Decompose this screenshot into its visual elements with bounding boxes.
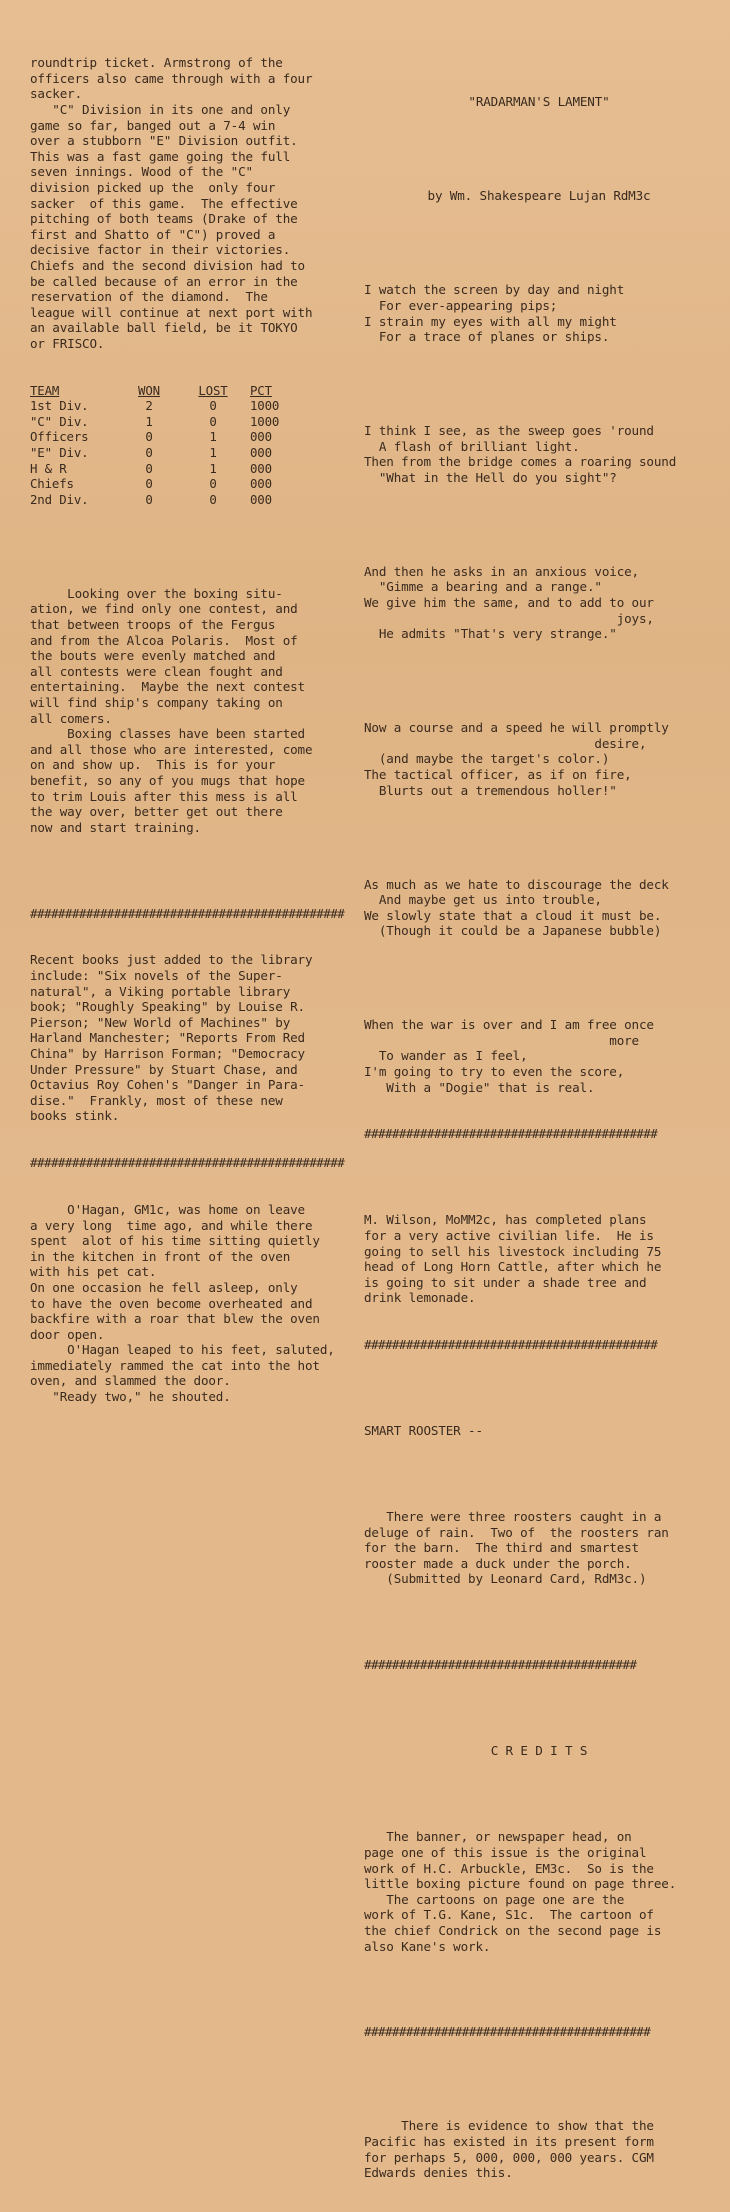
won-cell: 0 [145,429,153,445]
won-cell: 1 [145,413,153,429]
text-line: When the war is over and I am free once [364,1017,654,1033]
text-line: backfire with a roar that blew the oven [30,1311,320,1327]
text-line: (Though it could be a Japanese bubble) [364,923,662,939]
team-cell: "E" Div. [30,445,89,461]
text-line: to trim Louis after this mess is all [30,788,298,804]
team-cell: Chiefs [30,476,74,492]
lost-cell: 0 [209,476,217,492]
text-line: on and show up. This is for your [30,757,276,773]
text-line: door open. [30,1326,105,1342]
text-line: be called because of an error in the [30,273,298,289]
text-line: And then he asks in an anxious voice, [364,563,639,579]
text-line: is going to sit under a shade tree and [364,1274,647,1290]
text-line: Edwards denies this. [364,2165,513,2181]
text-line: He admits "That's very strange." [364,626,617,642]
text-line: There is evidence to show that the [364,2118,654,2134]
rooster-title: SMART ROOSTER -- [364,1423,483,1439]
team-cell: 1st Div. [30,398,89,414]
text-line: officers also came through with a four [30,70,313,86]
text-line: immediately rammed the cat into the hot [30,1357,320,1373]
text-line: I'm going to try to even the score, [364,1064,625,1080]
text-line: I strain my eyes with all my might [364,313,617,329]
poem-title: "RADARMAN'S LAMENT" [468,94,610,110]
text-line: For a trace of planes or ships. [364,329,610,345]
text-line: or FRISCO. [30,335,105,351]
won-cell: 0 [145,445,153,461]
text-line: ation, we find only one contest, and [30,601,298,617]
text-line: China" by Harrison Forman; "Democracy [30,1046,305,1061]
text-line: the chief Condrick on the second page is [364,1922,662,1938]
poem-stanza [364,282,714,344]
text-line: Now a course and a speed he will promptly [364,720,669,736]
boxing-article [30,586,360,836]
text-line: rooster made a duck under the porch. [364,1555,632,1571]
text-line: division picked up the only four [30,179,276,195]
text-line: for perhaps 5, 000, 000, 000 years. CGM [364,2149,654,2165]
pacific-article [364,2118,714,2180]
team-cell: Officers [30,429,89,445]
text-line: O'Hagan, GM1c, was home on leave [30,1201,305,1217]
standings-row [30,492,310,508]
standings-header-row [30,383,310,399]
text-line: With a "Dogie" that is real. [364,1079,595,1095]
team-cell: H & R [30,460,67,476]
text-line: O'Hagan leaped to his feet, saluted, [30,1342,335,1358]
lost-cell: 1 [209,445,217,461]
text-line: The banner, or newspaper head, on [364,1829,632,1845]
text-line: league will continue at next port with [30,304,313,320]
text-line: Harland Manchester; "Reports From Red [30,1030,305,1046]
right-column [364,24,714,2212]
text-line: reservation of the diamond. The [30,289,268,305]
text-line: "What in the Hell do you sight"? [364,469,617,485]
poem-stanza [364,877,714,939]
standings-row [30,429,310,445]
text-line: with his pet cat. [30,1264,157,1280]
pct-cell: 1000 [250,398,280,414]
pct-cell: 000 [250,476,272,492]
credits-title: C R E D I T S [490,1743,588,1759]
text-line: decisive factor in their victories. [30,242,291,258]
standings-row [30,445,310,461]
text-line: now and start training. [30,819,201,835]
text-line: M. Wilson, MoMM2c, has completed plans [364,1212,647,1228]
text-line: include: "Six novels of the Super- [30,968,283,984]
text-line: Chiefs and the second division had to [30,257,305,273]
text-line: over a stubborn "E" Division outfit. [30,133,298,149]
separator: ########################################## [364,1126,658,1142]
text-line: We give him the same, and to add to our [364,595,654,610]
text-line: I think I see, as the sweep goes 'round [364,423,654,439]
text-line: (and maybe the target's color.) [364,751,610,767]
text-line: benefit, so any of you mugs that hope [30,772,305,788]
text-line: Then from the bridge comes a roaring sound [364,454,677,470]
header-won: WON [138,382,160,398]
text-line: seven innings. Wood of the "C" [30,164,253,180]
standings-row [30,398,310,414]
wilson-article [364,1212,714,1306]
text-line: first and Shatto of "C") proved a [30,226,276,242]
separator: ############################################# [30,1155,345,1171]
pct-cell: 000 [250,445,272,461]
text-line: Looking over the boxing situ- [30,585,283,601]
text-line: joys, [364,610,654,626]
text-line: little boxing picture found on page three. [364,1876,677,1892]
text-line: a very long time ago, and while there [30,1217,313,1233]
text-line: On one occasion he fell asleep, only [30,1279,298,1295]
text-line: books stink. [30,1108,120,1124]
text-line: We slowly state that a cloud it must be. [364,907,662,923]
text-line: the bouts were evenly matched and [30,648,276,664]
text-line: work of T.G. Kane, S1c. The cartoon of [364,1907,654,1923]
text-line: more [364,1032,639,1048]
text-line: deluge of rain. Two of the roosters ran [364,1524,669,1540]
text-line: "Ready two," he shouted. [30,1389,231,1405]
text-line: sacker. [30,86,83,102]
text-line: in the kitchen in front of the oven [30,1248,291,1264]
separator: ############################################# [30,905,345,921]
lost-cell: 1 [209,429,217,445]
text-line: will find ship's company taking on [30,694,283,710]
text-line: A flash of brilliant light. [364,438,580,454]
text-line: Blurts out a tremendous holler!" [364,782,617,798]
text-line: to have the oven become overheated and [30,1295,313,1311]
standings-row [30,414,310,430]
text-line: an available ball field, be it TOKYO [30,320,298,336]
text-line: all comers. [30,710,112,726]
text-line: going to sell his livestock including 75 [364,1243,662,1259]
text-line: natural", a Viking portable library [30,983,291,999]
standings-row [30,476,310,492]
won-cell: 2 [145,398,153,414]
text-line: pitching of both teams (Drake of the [30,211,298,227]
text-line: and all those who are interested, come [30,741,313,757]
text-line: all contests were clean fought and [30,663,283,679]
text-line: and from the Alcoa Polaris. Most of [30,632,298,648]
header-pct: PCT [250,382,272,398]
poem-stanza [364,423,714,485]
pct-cell: 000 [250,460,272,476]
text-line: Octavius Roy Cohen's "Danger in Para- [30,1077,305,1093]
separator: ####################################### [364,1657,637,1673]
text-line: As much as we hate to discourage the deck [364,876,669,892]
text-line: Pacific has existed in its present form [364,2134,654,2150]
text-line: There were three roosters caught in a [364,1509,662,1525]
text-line: dise." Frankly, most of these new [30,1092,283,1108]
lost-cell: 0 [209,491,217,507]
baseball-article [30,55,360,351]
text-line: "Gimme a bearing and a range." [364,579,602,595]
text-line: For ever-appearing pips; [364,297,558,313]
poem-stanza [364,564,714,642]
credits-article [364,1829,714,1954]
text-line: Under Pressure" by Stuart Chase, and [30,1061,298,1077]
text-line: desire, [364,735,647,751]
text-line: the way over, better get out there [30,804,283,820]
standings-table [30,383,310,508]
poem-byline: by Wm. Shakespeare Lujan RdM3c [427,188,651,204]
text-line: To wander as I feel, [364,1048,528,1064]
lost-cell: 0 [209,413,217,429]
lost-cell: 1 [209,460,217,476]
text-line: This was a fast game going the full [30,148,291,164]
text-line: head of Long Horn Cattle, after which he [364,1259,662,1275]
text-line: spent alot of his time sitting quietly [30,1233,320,1249]
text-line: entertaining. Maybe the next contest [30,679,305,695]
pct-cell: 1000 [250,413,280,429]
text-line: (Submitted by Leonard Card, RdM3c.) [364,1571,647,1587]
won-cell: 0 [145,460,153,476]
text-line: work of H.C. Arbuckle, EM3c. So is the [364,1860,654,1876]
poem-stanza [364,720,714,798]
header-lost: LOST [198,382,228,398]
text-line: The tactical officer, as if on fire, [364,766,632,782]
pct-cell: 000 [250,491,272,507]
text-line: book; "Roughly Speaking" by Louise R. [30,999,305,1015]
pct-cell: 000 [250,429,272,445]
library-article [30,952,360,1124]
text-line: also Kane's work. [364,1938,491,1954]
rooster-article [364,1509,714,1587]
team-cell: 2nd Div. [30,491,89,507]
ohagan-article [30,1202,360,1405]
separator: ######################################### [364,2024,651,2040]
text-line: game so far, banged out a 7-4 win [30,117,276,133]
text-line: drink lemonade. [364,1290,476,1306]
lost-cell: 0 [209,398,217,414]
text-line: that between troops of the Fergus [30,616,276,632]
text-line: Pierson; "New World of Machines" by [30,1014,291,1030]
won-cell: 0 [145,491,153,507]
won-cell: 0 [145,476,153,492]
text-line: Recent books just added to the library [30,952,313,968]
poem-stanza [364,1017,714,1095]
text-line: I watch the screen by day and night [364,282,625,298]
text-line: for the barn. The third and smartest [364,1540,639,1556]
text-line: sacker of this game. The effective [30,195,298,211]
separator: ########################################## [364,1337,658,1353]
text-line: The cartoons on page one are the [364,1891,625,1907]
text-line: And maybe get us into trouble, [364,892,602,908]
text-line: "C" Division in its one and only [30,101,291,117]
text-line: roundtrip ticket. Armstrong of the [30,55,283,71]
header-team: TEAM [30,382,60,398]
left-column [30,24,360,1436]
text-line: for a very active civilian life. He is [364,1227,654,1243]
text-line: oven, and slammed the door. [30,1373,231,1389]
team-cell: "C" Div. [30,413,89,429]
standings-row [30,461,310,477]
text-line: page one of this issue is the original [364,1844,647,1860]
text-line: Boxing classes have been started [30,726,305,742]
